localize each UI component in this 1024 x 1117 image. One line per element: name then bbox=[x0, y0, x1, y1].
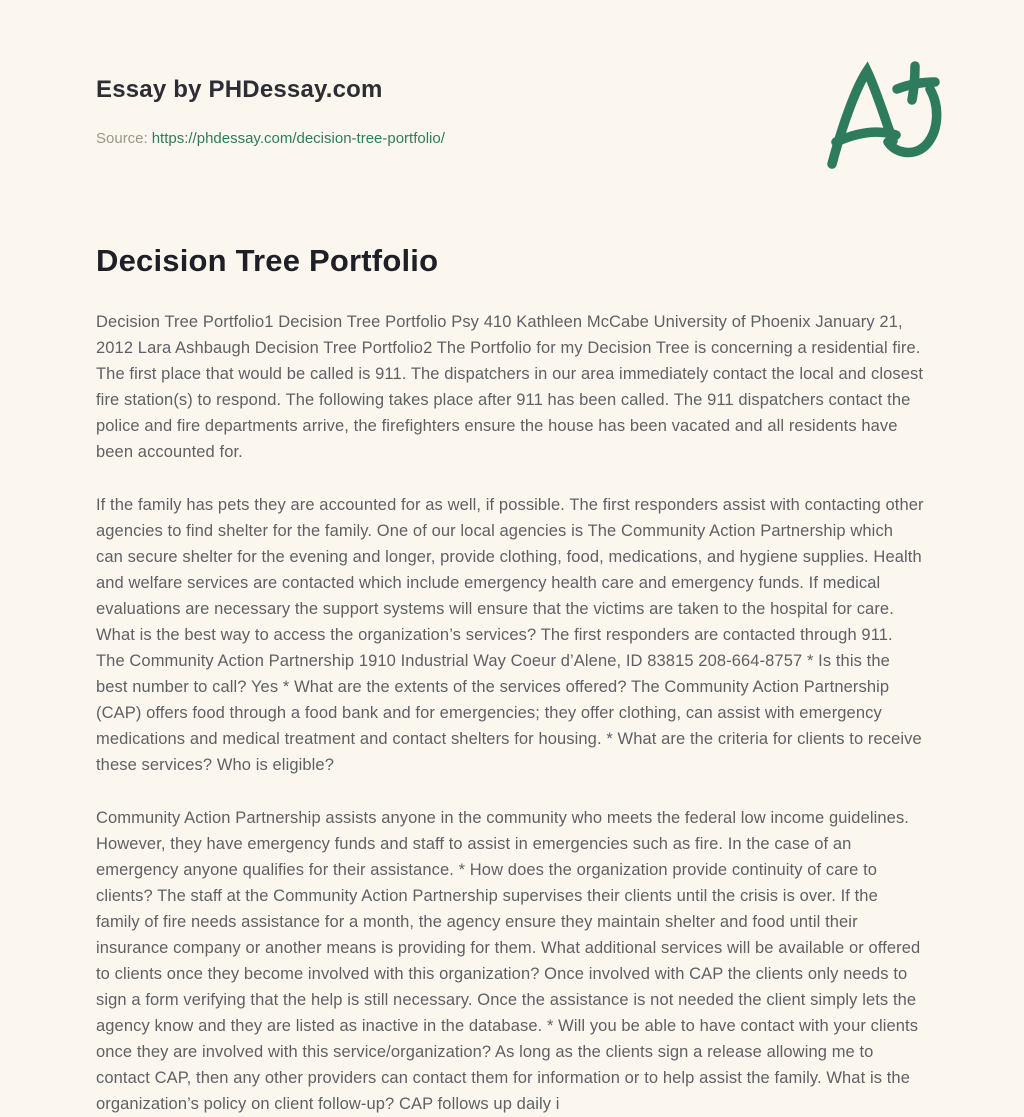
essay-paragraph: Community Action Partnership assists anyone in the community who meets the federal low income guidelines. However, they have emergency funds and staff to assist in emergencies such as fire. In the case of an emergency anyone qualifies for their assistance. * How does the organization provide continuity of care to clients? The staff at the Community Action Partnership supervises their clients until the crisis is over. If the family of fire needs assistance for a month, the agency ensure they maintain shelter and food until their insurance company or another means is providing for them. What additional services will be available or offered to clients once they become involved with this organization? Once involved with CAP the clients only needs to sign a form verifying that the help is still necessary. Once the assistance is not needed the client simply lets the agency know and they are listed as inactive in the database. * Will you be able to have contact with your clients once they are involved with this service/organization? As long as the clients sign a release allowing me to contact CAP, then any other providers can contact them for information or to help assist the family. What is the organization’s policy on client follow-up? CAP follows up daily i bbox=[96, 809, 921, 1113]
source-label: Source: bbox=[96, 130, 148, 147]
essay-paragraph: If the family has pets they are accounted for as well, if possible. The first responders assist with contacting other agencies to find shelter for the family. One of our local agencies is The Community Action Partnership which can secure shelter for the evening and longer, provide clothing, food, medications, and hygiene supplies. Health and welfare services are contacted which include emergency health care and emergency funds. If medical evaluations are necessary the support systems will ensure that the victims are taken to the hospital for care. What is the best way to access the organization’s services? The first responders are contacted through 911. The Community Action Partnership 1910 Industrial Way Coeur d’Alene, ID 83815 208-664-8757 * Is this the best number to call? Yes * What are the extents of the services offered? The Community Action Partnership (CAP) offers food through a food bank and for emergencies; they offer clothing, can assist with emergency medications and medical treatment and contact shelters for housing. * What are the criteria for clients to receive these services? Who is eligible? bbox=[96, 496, 924, 774]
site-title: Essay by PHDessay.com bbox=[96, 76, 383, 103]
source-line bbox=[96, 130, 924, 147]
essay-body bbox=[96, 309, 924, 1117]
phdessay-a-plus-logo-icon bbox=[820, 58, 942, 174]
page-header bbox=[96, 0, 924, 147]
essay-paragraph: Decision Tree Portfolio1 Decision Tree Portfolio Psy 410 Kathleen McCabe University of Phoenix January 21, 2012 Lara Ashbaugh Decision Tree Portfolio2 The Portfolio for my Decision Tree is concerning a residential fire. The first place that would be called is 911. The dispatchers in our area immediately contact the local and closest fire station(s) to respond. The following takes place after 911 has been called. The 911 dispatchers contact the police and fire departments arrive, the firefighters ensure the house has been vacated and all residents have been accounted for. bbox=[96, 313, 924, 461]
essay-title: Decision Tree Portfolio bbox=[96, 243, 439, 278]
source-link[interactable]: https://phdessay.com/decision-tree-portfolio/ bbox=[151, 130, 445, 147]
essay-article bbox=[96, 147, 924, 1117]
